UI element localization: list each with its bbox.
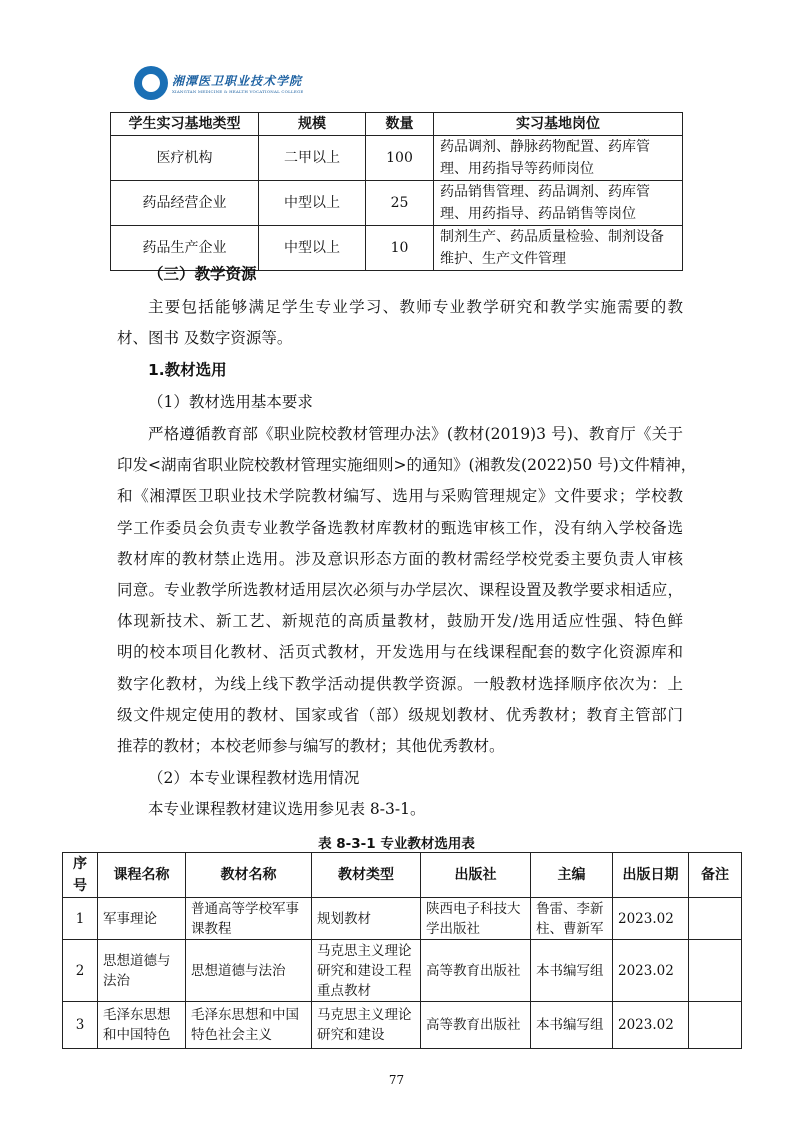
table-row	[63, 898, 742, 940]
th: 教材名称	[186, 853, 312, 898]
cell: 高等教育出版社	[421, 940, 531, 1002]
subheading: 1.教材选用	[148, 361, 227, 379]
cell	[689, 898, 742, 940]
cell: 2023.02	[613, 898, 689, 940]
cell: 高等教育出版社	[421, 1002, 531, 1049]
text-line: 严格遵循教育部《职业院校教材管理办法》(教材(2019)3 号)、教育厅《关于	[148, 425, 683, 443]
cell: 本书编写组	[531, 1002, 613, 1049]
cell: 2023.02	[613, 1002, 689, 1049]
cell: 药品调剂、静脉药物配置、药库管理、用药指导等药师岗位	[434, 136, 683, 181]
th: 学生实习基地类型	[111, 113, 259, 136]
table-row	[111, 181, 683, 226]
text-line: 主要包括能够满足学生专业学习、教师专业教学研究和教学实施需要的教	[148, 298, 683, 316]
cell: 鲁雷、李新柱、曹新军	[531, 898, 613, 940]
cell: 马克思主义理论研究和建设	[312, 1002, 421, 1049]
table-caption: 表 8-3-1 专业教材选用表	[318, 836, 475, 852]
cell: 思想道德与法治	[186, 940, 312, 1002]
text-line: 同意。专业教学所选教材适用层次必须与办学层次、课程设置及教学要求相适应，	[117, 581, 683, 599]
cell: 毛泽东思想和中国特色	[98, 1002, 186, 1049]
cell: 二甲以上	[259, 136, 366, 181]
text-line: 材、图书 及数字资源等。	[117, 329, 293, 347]
cell: 思想道德与法治	[98, 940, 186, 1002]
subheading-1: （1）教材选用基本要求	[148, 393, 313, 411]
text-line: 级文件规定使用的教材、国家或省（部）级规划教材、优秀教材；教育主管部门	[117, 705, 683, 724]
th: 出版社	[421, 853, 531, 898]
cell	[689, 940, 742, 1002]
th: 主编	[531, 853, 613, 898]
cell: 规划教材	[312, 898, 421, 940]
cell: 2023.02	[613, 940, 689, 1002]
cell: 马克思主义理论研究和建设工程重点教材	[312, 940, 421, 1002]
internship-base-table	[110, 112, 683, 271]
text-line: 明的校本项目化教材、活页式教材，开发选用与在线课程配套的数字化资源库和	[117, 643, 683, 662]
cell: 普通高等学校军事课教程	[186, 898, 312, 940]
cell: 陕西电子科技大学出版社	[421, 898, 531, 940]
th: 备注	[689, 853, 742, 898]
cell: 药品经营企业	[111, 181, 259, 226]
th: 课程名称	[98, 853, 186, 898]
logo-cn: 湘潭医卫职业技术学院	[172, 74, 303, 88]
th: 出版日期	[613, 853, 689, 898]
text-line: 本专业课程教材建议选用参见表 8-3-1。	[148, 800, 426, 818]
cell: 25	[366, 181, 434, 226]
cell: 药品生产企业	[111, 226, 259, 271]
college-seal-icon	[134, 66, 168, 100]
text-line: 数字化教材，为线上线下教学活动提供教学资源。一般教材选择顺序依次为：上	[117, 674, 683, 693]
text-line: 学工作委员会负责专业教学备选教材库教材的甄选审核工作，没有纳入学校备选	[117, 518, 683, 537]
cell: 药品销售管理、药品调剂、药库管理、用药指导、药品销售等岗位	[434, 181, 683, 226]
cell: 中型以上	[259, 226, 366, 271]
cell: 军事理论	[98, 898, 186, 940]
college-logo	[134, 66, 304, 100]
text-line: 推荐的教材；本校老师参与编写的教材；其他优秀教材。	[117, 737, 505, 755]
th: 教材类型	[312, 853, 421, 898]
logo-en: XIANGTAN MEDICINE & HEALTH VOCATIONAL COLLEGE	[172, 89, 304, 94]
textbook-table	[62, 852, 742, 1049]
subheading-2: （2）本专业课程教材选用情况	[148, 769, 360, 787]
text-line: 和《湘潭医卫职业技术学院教材编写、选用与采购管理规定》文件要求；学校教	[117, 487, 683, 506]
text-line: 印发<湖南省职业院校教材管理实施细则>的通知》(湘教发(2022)50 号)文件精神，	[117, 456, 697, 475]
table-row	[63, 940, 742, 1002]
cell: 2	[63, 940, 98, 1002]
table-header-row	[111, 113, 683, 136]
cell: 100	[366, 136, 434, 181]
section-heading: （三）教学资源	[148, 265, 257, 283]
table-row	[111, 136, 683, 181]
cell: 1	[63, 898, 98, 940]
cell: 医疗机构	[111, 136, 259, 181]
table-row	[63, 1002, 742, 1049]
th: 实习基地岗位	[434, 113, 683, 136]
cell: 中型以上	[259, 181, 366, 226]
cell	[689, 1002, 742, 1049]
th: 序号	[63, 853, 98, 898]
cell: 本书编写组	[531, 940, 613, 1002]
table-header-row	[63, 853, 742, 898]
cell: 制剂生产、药品质量检验、制剂设备维护、生产文件管理	[434, 226, 683, 271]
cell: 10	[366, 226, 434, 271]
th: 规模	[259, 113, 366, 136]
th: 数量	[366, 113, 434, 136]
page-number: 77	[388, 1073, 405, 1087]
cell: 3	[63, 1002, 98, 1049]
text-line: 体现新技术、新工艺、新规范的高质量教材，鼓励开发/选用适应性强、特色鲜	[117, 612, 683, 631]
cell: 毛泽东思想和中国特色社会主义	[186, 1002, 312, 1049]
text-line: 教材库的教材禁止选用。涉及意识形态方面的教材需经学校党委主要负责人审核	[117, 549, 683, 568]
